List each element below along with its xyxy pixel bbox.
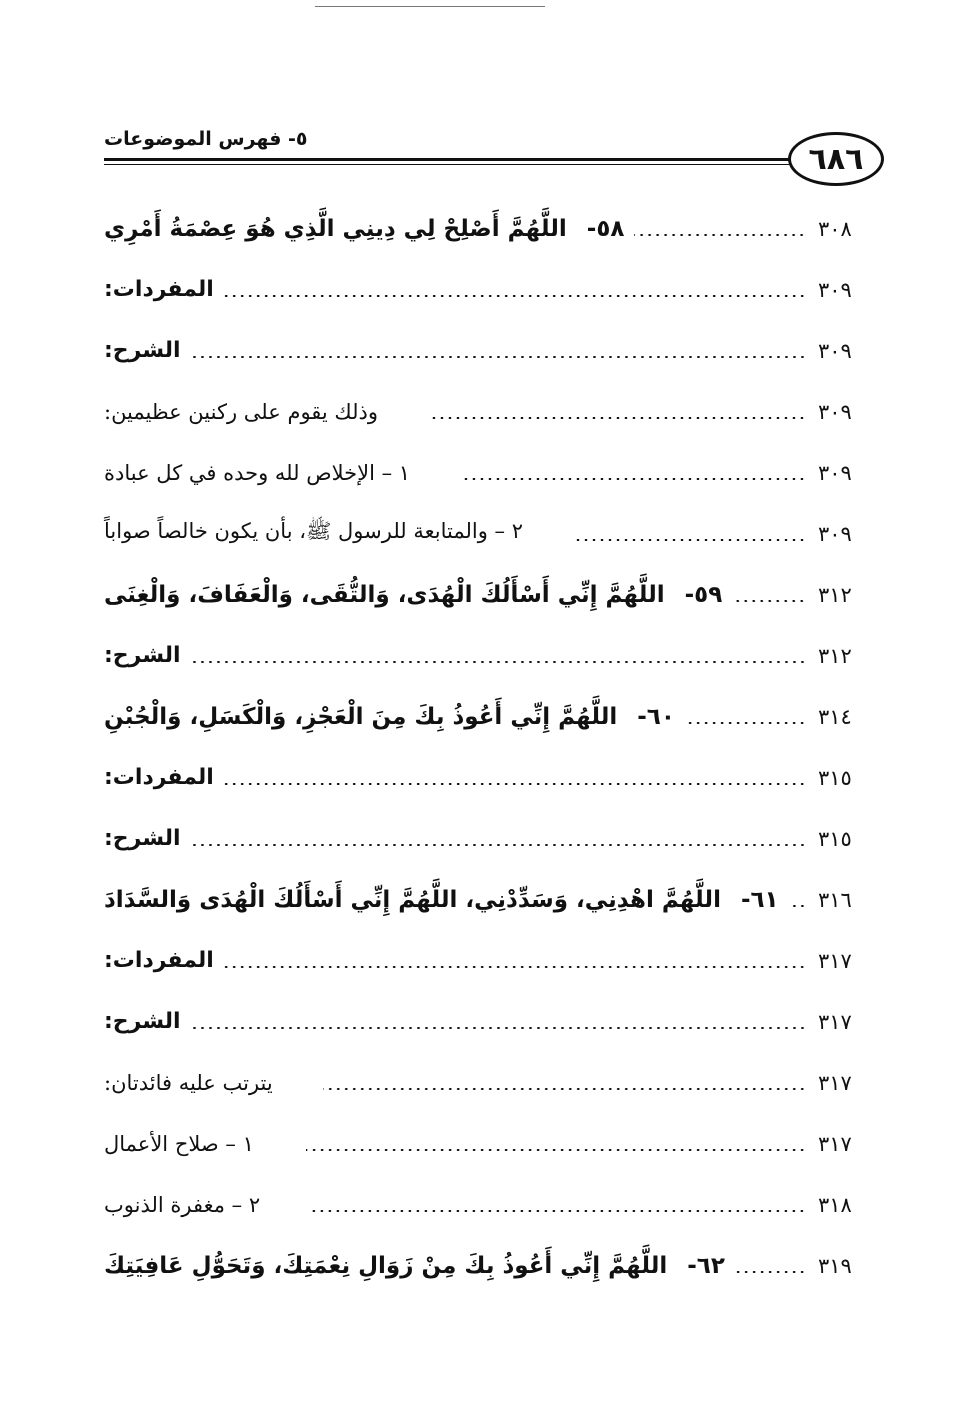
entry-page-number: ٣١٢ bbox=[818, 582, 852, 607]
entry-label: اللَّهُمَّ إِنِّي أَعُوذُ بِكَ مِنْ زَوَالِ نِعْمَتِكَ، وَتَحَوُّلِ عَافِيَتِكَ bbox=[104, 1252, 668, 1279]
entry-label: الشرح: bbox=[104, 826, 181, 851]
entry-title bbox=[104, 1253, 725, 1279]
toc-entry bbox=[104, 808, 882, 869]
toc-entry bbox=[104, 1113, 882, 1174]
entry-title bbox=[104, 1132, 296, 1156]
entry-page-number: ٣١٧ bbox=[818, 1009, 852, 1034]
entry-label: ١ – الإخلاص لله وحده في كل عبادة bbox=[104, 460, 411, 485]
entry-title bbox=[104, 400, 418, 424]
toc-entry bbox=[104, 564, 882, 625]
entry-title bbox=[104, 1193, 302, 1217]
entry-title bbox=[104, 338, 181, 363]
entry-page-number: ٣١٩ bbox=[818, 1253, 852, 1278]
entry-title bbox=[104, 277, 214, 302]
entry-label: المفردات: bbox=[104, 948, 214, 973]
dot-leader bbox=[191, 1027, 806, 1029]
header-rule-thin bbox=[104, 164, 790, 165]
dot-leader bbox=[224, 966, 806, 968]
entry-label: المفردات: bbox=[104, 277, 214, 302]
dot-leader bbox=[732, 600, 806, 602]
dot-leader bbox=[191, 844, 806, 846]
entry-title bbox=[104, 1071, 313, 1095]
entry-label: اللَّهُمَّ إِنِّي أَسْأَلُكَ الْهُدَى، وَالتُّقَى، وَالْعَفَافَ، وَالْغِنَى bbox=[104, 581, 665, 608]
entry-number: ٥٩- bbox=[684, 581, 723, 608]
dot-leader bbox=[685, 722, 806, 724]
entry-number: ٦٢- bbox=[687, 1252, 725, 1279]
dot-leader bbox=[312, 1210, 806, 1212]
entry-page-number: ٣٠٩ bbox=[818, 338, 852, 363]
entry-title bbox=[104, 704, 675, 730]
dot-leader bbox=[575, 539, 806, 541]
entry-number: ٦٠- bbox=[637, 703, 675, 730]
toc-entry bbox=[104, 1052, 882, 1113]
entry-label: الشرح: bbox=[104, 338, 181, 363]
toc-entry bbox=[104, 686, 882, 747]
toc-entry bbox=[104, 198, 882, 259]
dot-leader bbox=[634, 234, 806, 236]
page-header bbox=[104, 126, 884, 196]
entry-label: اللَّهُمَّ إِنِّي أَعُوذُ بِكَ مِنَ الْعَجْزِ، وَالْكَسَلِ، وَالْجُبْنِ bbox=[104, 703, 618, 730]
entry-title bbox=[104, 826, 181, 851]
top-edge-rule bbox=[315, 6, 545, 7]
entry-page-number: ٣١٤ bbox=[818, 704, 852, 729]
dot-leader bbox=[323, 1088, 806, 1090]
dot-leader bbox=[191, 661, 806, 663]
entry-label: اللَّهُمَّ أَصْلِحْ لِي دِينِي الَّذِي هُوَ عِصْمَةُ أَمْرِي bbox=[104, 215, 567, 242]
dot-leader bbox=[789, 905, 806, 907]
entry-label: يترتب عليه فائدتان: bbox=[104, 1070, 273, 1095]
entry-page-number: ٣١٧ bbox=[818, 1131, 852, 1156]
entry-title bbox=[104, 887, 779, 913]
entry-number: ٦١- bbox=[740, 886, 779, 913]
entry-page-number: ٣٠٨ bbox=[818, 216, 852, 241]
entry-page-number: ٣١٥ bbox=[818, 765, 852, 790]
entry-page-number: ٣٠٩ bbox=[818, 277, 852, 302]
section-title: ٥- فهرس الموضوعات bbox=[104, 128, 308, 150]
toc-entry bbox=[104, 503, 882, 564]
entry-page-number: ٣٠٩ bbox=[818, 460, 852, 485]
toc-entry bbox=[104, 747, 882, 808]
entry-page-number: ٣١٥ bbox=[818, 826, 852, 851]
toc-entry bbox=[104, 1174, 882, 1235]
toc-entry bbox=[104, 991, 882, 1052]
dot-leader bbox=[735, 1271, 806, 1273]
entry-label: الشرح: bbox=[104, 1009, 181, 1034]
entry-label: وذلك يقوم على ركنين عظيمين: bbox=[104, 399, 379, 424]
entry-title bbox=[104, 582, 722, 608]
entry-title bbox=[104, 461, 452, 485]
entry-title bbox=[104, 948, 214, 973]
entry-label: المفردات: bbox=[104, 765, 214, 790]
dot-leader bbox=[224, 295, 806, 297]
dot-leader bbox=[224, 783, 806, 785]
entry-label: ٢ – مغفرة الذنوب bbox=[104, 1192, 261, 1217]
entry-title bbox=[104, 518, 565, 549]
entry-number: ٥٨- bbox=[586, 215, 625, 242]
toc-entry bbox=[104, 869, 882, 930]
entry-label: ١ – صلاح الأعمال bbox=[104, 1131, 254, 1156]
toc-entry bbox=[104, 442, 882, 503]
toc-entry bbox=[104, 930, 882, 991]
toc-entry bbox=[104, 259, 882, 320]
entry-title bbox=[104, 216, 624, 242]
entry-page-number: ٣١٨ bbox=[818, 1192, 852, 1217]
entry-page-number: ٣٠٩ bbox=[818, 399, 852, 424]
entry-label: الشرح: bbox=[104, 643, 181, 668]
toc-entry bbox=[104, 1235, 882, 1296]
table-of-contents bbox=[104, 198, 882, 1296]
dot-leader bbox=[191, 356, 806, 358]
entry-page-number: ٣١٦ bbox=[818, 887, 852, 912]
entry-title bbox=[104, 643, 181, 668]
entry-label: اللَّهُمَّ اهْدِنِي، وَسَدِّدْنِي، اللَّهُمَّ إِنِّي أَسْأَلُكَ الْهُدَى وَالسَّدَادَ bbox=[104, 886, 721, 913]
dot-leader bbox=[428, 417, 806, 419]
toc-entry bbox=[104, 625, 882, 686]
entry-title bbox=[104, 1009, 181, 1034]
dot-leader bbox=[306, 1149, 806, 1151]
dot-leader bbox=[462, 478, 806, 480]
entry-page-number: ٣٠٩ bbox=[818, 521, 852, 546]
header-rule bbox=[104, 158, 790, 161]
entry-label: ٢ – والمتابعة للرسول ﷺ، بأن يكون خالصاً صواباً bbox=[104, 519, 523, 543]
entry-page-number: ٣١٧ bbox=[818, 948, 852, 973]
toc-entry bbox=[104, 320, 882, 381]
entry-page-number: ٣١٢ bbox=[818, 643, 852, 668]
entry-page-number: ٣١٧ bbox=[818, 1070, 852, 1095]
page-number: ٦٨٦ bbox=[788, 132, 884, 186]
entry-title bbox=[104, 765, 214, 790]
toc-entry bbox=[104, 381, 882, 442]
